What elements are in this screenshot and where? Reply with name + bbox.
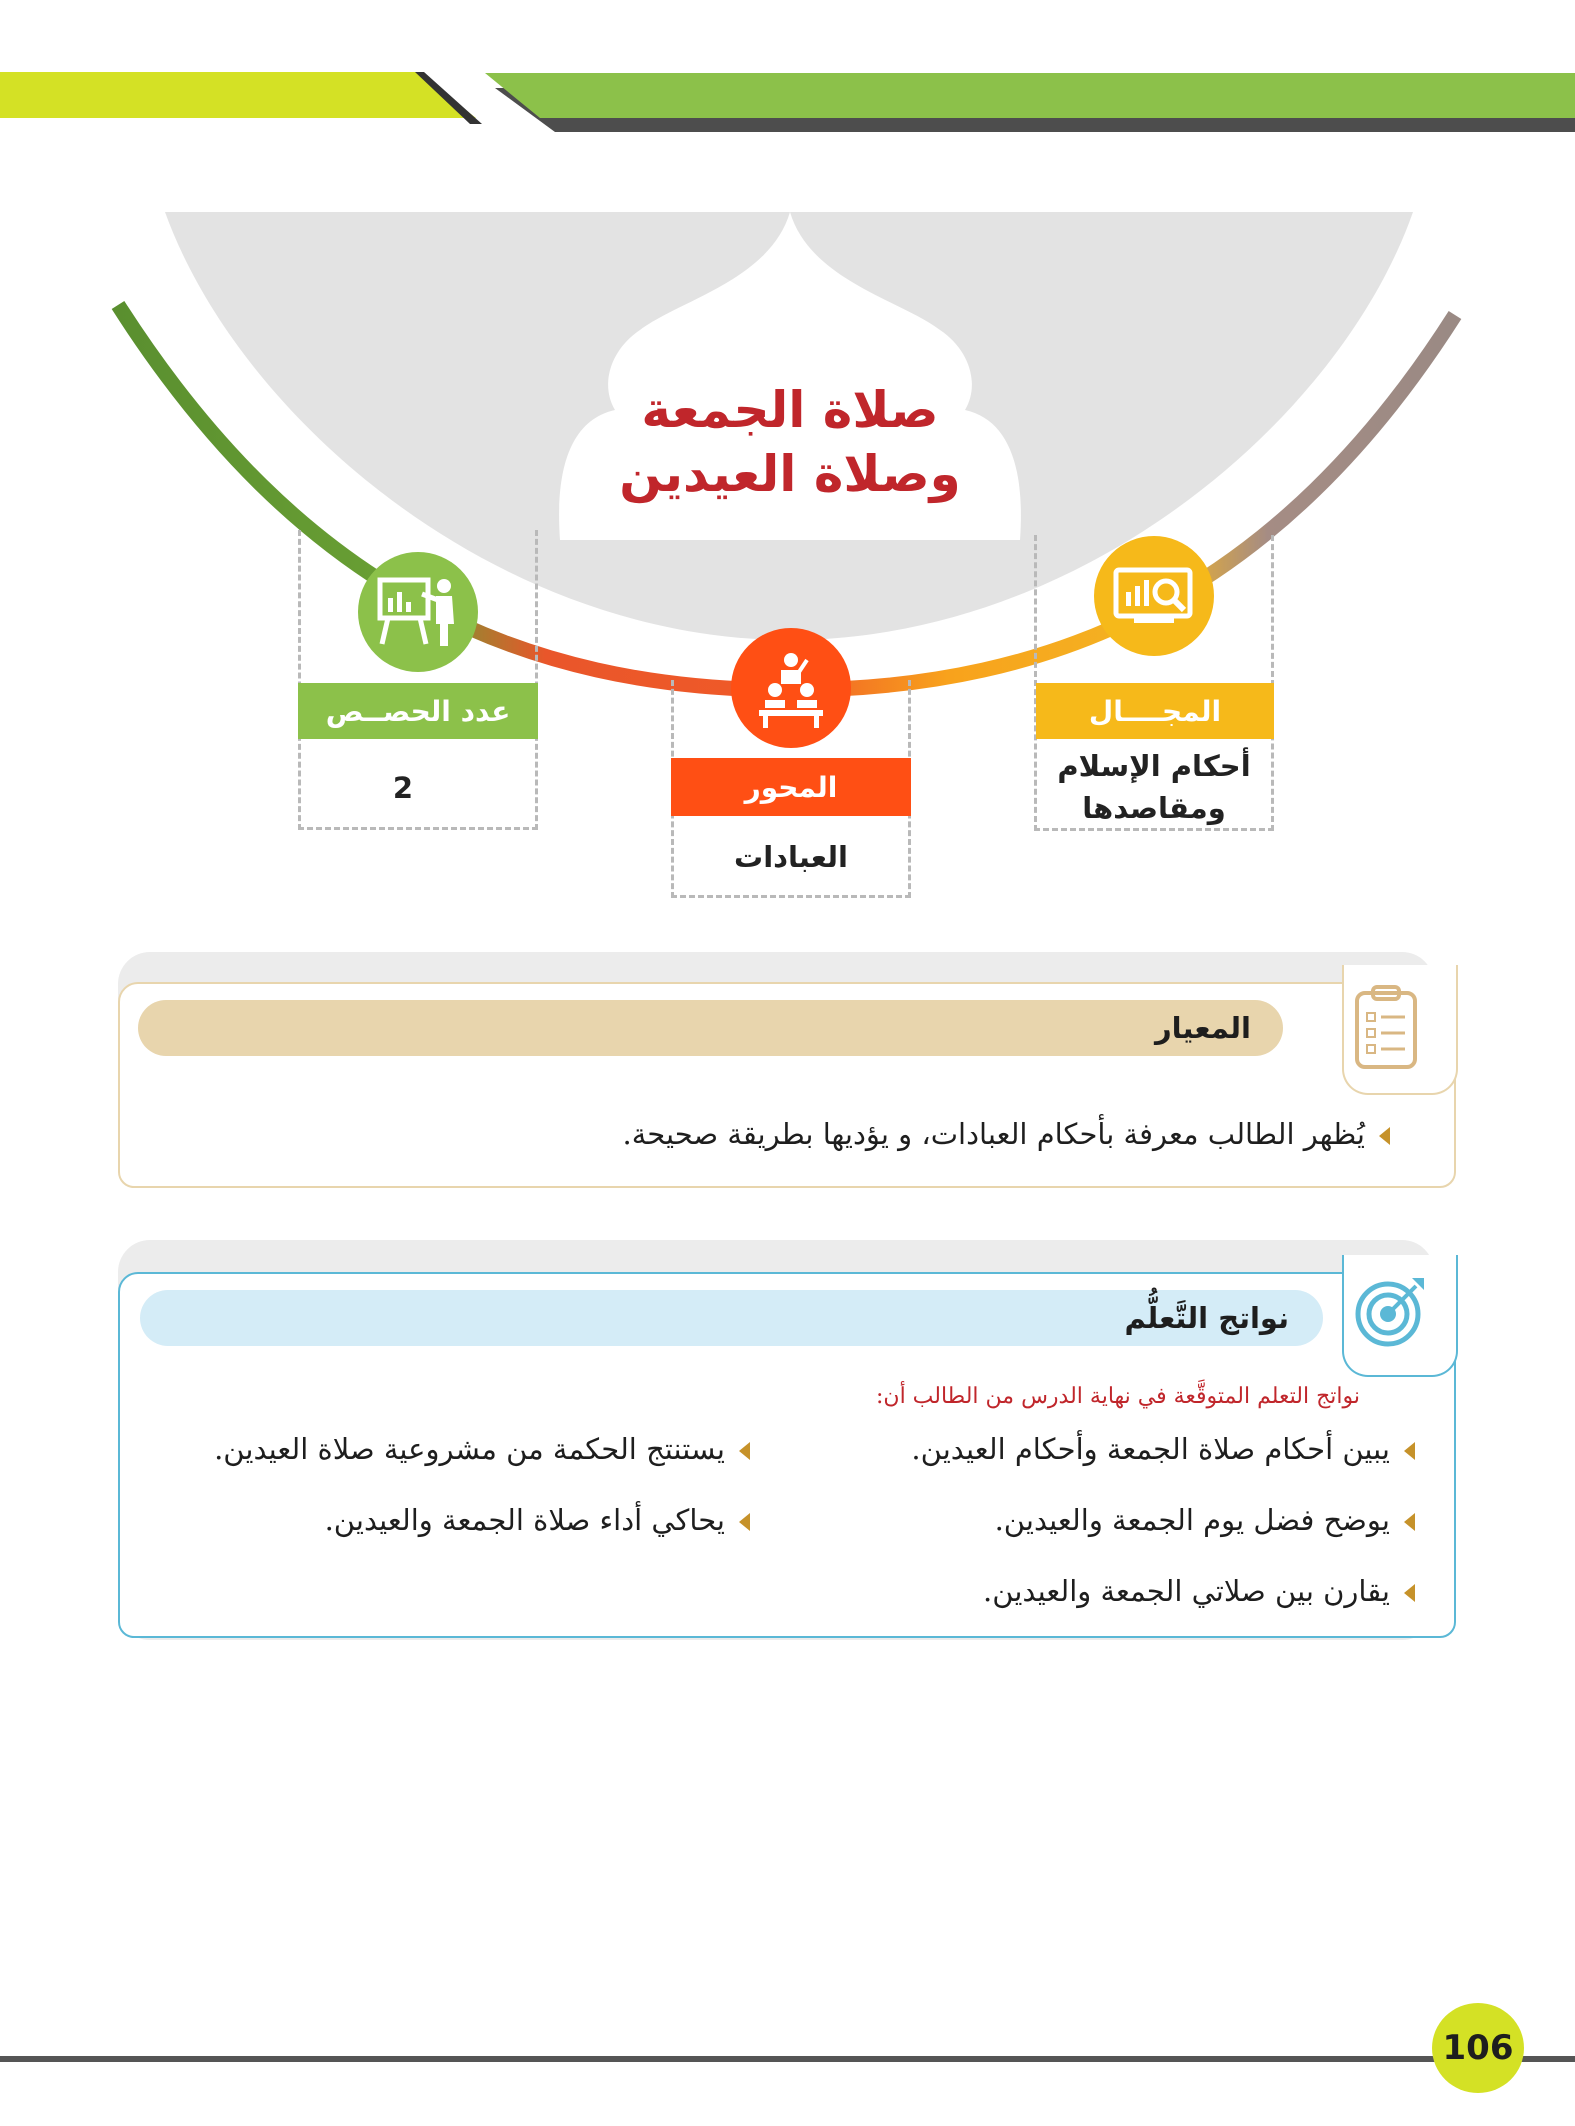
outcome-item-right-1: يبين أحكام صلاة الجمعة وأحكام العيدين. bbox=[760, 1432, 1415, 1466]
checklist-clipboard-icon bbox=[1353, 983, 1419, 1071]
bullet-icon bbox=[1404, 1513, 1415, 1531]
outcomes-heading: نواتج التَّعلُّم bbox=[1124, 1301, 1289, 1335]
domain-value-line1: أحكام الإسلام bbox=[1057, 749, 1251, 783]
outcome-item-right-3: يقارن بين صلاتي الجمعة والعيدين. bbox=[760, 1574, 1415, 1608]
outcome-item-left-2: يحاكي أداء صلاة الجمعة والعيدين. bbox=[150, 1503, 750, 1537]
standard-text: يُظهر الطالب معرفة بأحكام العبادات، و يؤديها بطريقة صحيحة. bbox=[622, 1117, 1365, 1151]
page-number: 106 bbox=[1432, 2003, 1524, 2093]
axis-value: العبادات bbox=[734, 840, 848, 874]
outcomes-intro: نواتج التعلم المتوقَّعة في نهاية الدرس من الطالب أن: bbox=[876, 1384, 1360, 1409]
target-icon bbox=[1350, 1270, 1430, 1350]
lesson-title-line2: وصلاة العيدين bbox=[619, 445, 961, 503]
standard-heading-bar bbox=[138, 1000, 1283, 1056]
group-meeting-icon bbox=[731, 628, 851, 748]
outcomes-heading-bar bbox=[140, 1290, 1323, 1346]
domain-value bbox=[1034, 745, 1274, 829]
periods-value: 2 bbox=[392, 771, 414, 805]
lesson-title-line1: صلاة الجمعة bbox=[641, 381, 939, 439]
standard-heading: المعيار bbox=[1154, 1011, 1251, 1045]
presentation-icon bbox=[358, 552, 478, 672]
footer-rule bbox=[0, 2056, 1575, 2062]
standard-statement bbox=[300, 1117, 1390, 1151]
outcome-item-left-1: يستنتج الحكمة من مشروعية صلاة العيدين. bbox=[150, 1432, 750, 1466]
bullet-icon bbox=[1404, 1442, 1415, 1460]
chart-magnifier-icon bbox=[1094, 536, 1214, 656]
domain-value-line2: ومقاصدها bbox=[1082, 791, 1226, 825]
domain-label: المجــــال bbox=[1036, 683, 1274, 739]
bullet-icon bbox=[739, 1513, 750, 1531]
bullet-icon bbox=[1404, 1584, 1415, 1602]
lesson-title bbox=[560, 378, 1020, 506]
axis-label: المحور bbox=[671, 758, 911, 816]
bullet-icon bbox=[739, 1442, 750, 1460]
bullet-icon bbox=[1379, 1127, 1390, 1145]
outcome-item-right-2: يوضح فضل يوم الجمعة والعيدين. bbox=[760, 1503, 1415, 1537]
periods-label: عدد الحصــص bbox=[298, 683, 538, 739]
